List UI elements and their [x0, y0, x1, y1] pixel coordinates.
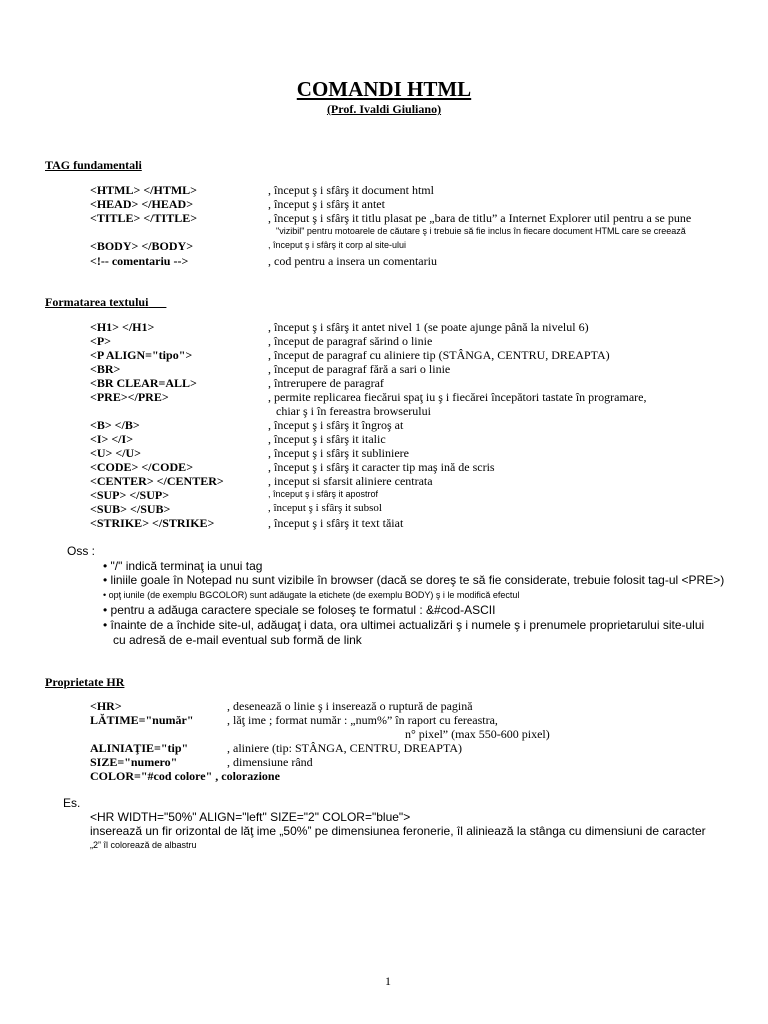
hr-align-desc: , aliniere (tip: STÂNGA, CENTRU, DREAPTA)	[227, 741, 463, 755]
hr-color-attr: COLOR="#cod colore" , colorazione	[90, 769, 280, 783]
note-item: • liniile goale în Notepad nu sunt vizibile în browser (dacă se doreş te să fie considerate, trebuie folosit tag-ul <PRE>)	[103, 573, 725, 587]
desc-sup: , început ş i sfârş it apostrof	[268, 489, 379, 499]
note-item: • pentru a adăuga caractere speciale se foloseş te formatul : &#cod-ASCII	[103, 603, 496, 617]
page-title: COMANDI HTML	[296, 77, 472, 101]
tag-u: <U> </U>	[90, 446, 142, 460]
note-item: • opţ iunile (de exemplu BGCOLOR) sunt adăugate la etichete (de exemplu BODY) ş i le modifică efectul	[103, 590, 520, 600]
tag-body: <BODY> </BODY>	[90, 239, 194, 253]
section-heading-proprietate-hr: Proprietate HR	[45, 675, 125, 689]
tag-br: <BR>	[90, 362, 121, 376]
section-heading-tag-fundamentali: TAG fundamentali	[45, 158, 142, 172]
hr-size-desc: , dimensiune rând	[227, 755, 313, 769]
desc-head: , început ş i sfârş it antet	[268, 197, 385, 211]
example-description: inserează un fir orizontal de lăţ ime „50%” pe dimensiunea feronerie, îl aliniează la stânga cu dimensiuni de caracter	[90, 824, 706, 838]
hr-width-attr: LĂTIME="număr"	[90, 713, 194, 727]
tag-head: <HEAD> </HEAD>	[90, 197, 194, 211]
tag-b: <B> </B>	[90, 418, 140, 432]
tag-sub: <SUB> </SUB>	[90, 502, 171, 516]
hr-desc: , desenează o linie ş i inserează o ruptură de pagină	[227, 699, 473, 713]
desc-sub: , început ş i sfârş it subsol	[268, 502, 382, 514]
desc-title-continued: "vizibil" pentru motoarele de căutare ş i trebuie să fie inclus în fiecare document HTML care se creează	[276, 226, 686, 236]
desc-comment: , cod pentru a insera un comentariu	[268, 254, 437, 268]
tag-sup: <SUP> </SUP>	[90, 488, 170, 502]
example-code: <HR WIDTH="50%" ALIGN="left" SIZE="2" COLOR="blue">	[90, 810, 411, 824]
desc-h1: , început ş i sfârş it antet nivel 1 (se poate ajunge până la nivelul 6)	[268, 320, 589, 334]
hr-width-desc: , lăţ ime ; format număr : „num%” în raport cu fereastra,	[227, 713, 498, 727]
desc-code: , început ş i sfârş it caracter tip maş ină de scris	[268, 460, 495, 474]
tag-i: <I> </I>	[90, 432, 134, 446]
desc-center: , inceput si sfarsit aliniere centrata	[268, 474, 433, 488]
desc-p-align: , început de paragraf cu aliniere tip (STÂNGA, CENTRU, DREAPTA)	[268, 348, 610, 362]
desc-pre-continued: chiar ş i în fereastra browserului	[276, 404, 431, 418]
desc-i: , început ş i sfârş it italic	[268, 432, 386, 446]
desc-br-clear: , întrerupere de paragraf	[268, 376, 384, 390]
tag-center: <CENTER> </CENTER>	[90, 474, 224, 488]
notes-label: Oss :	[67, 544, 96, 558]
tag-html: <HTML> </HTML>	[90, 183, 198, 197]
tag-p: <P>	[90, 334, 112, 348]
tag-title: <TITLE> </TITLE>	[90, 211, 198, 225]
hr-size-attr: SIZE="numero"	[90, 755, 178, 769]
section-heading-formatarea: Formatarea textului	[45, 295, 149, 309]
desc-html: , început ş i sfârş it document html	[268, 183, 434, 197]
desc-strike: , început ş i sfârş it text tăiat	[268, 516, 404, 530]
tag-pre: <PRE></PRE>	[90, 390, 169, 404]
tag-br-clear: <BR CLEAR=ALL>	[90, 376, 197, 390]
desc-u: , început ş i sfârş it subliniere	[268, 446, 409, 460]
note-item: • "/" indică terminaţ ia unui tag	[103, 559, 263, 573]
desc-p: , început de paragraf sărind o linie	[268, 334, 433, 348]
desc-br: , început de paragraf fără a sari o linie	[268, 362, 451, 376]
tag-comment: <!-- comentariu -->	[90, 254, 189, 268]
page-number: 1	[385, 974, 391, 988]
tag-h1: <H1> </H1>	[90, 320, 155, 334]
desc-pre: , permite replicarea fiecărui spaţ iu ş i fiecărei începători tastate în programare,	[268, 390, 647, 404]
desc-title: , început ş i sfârş it titlu plasat pe „bara de titlu” a Internet Explorer util pentru a se pune	[268, 211, 692, 225]
example-label: Es.	[63, 796, 81, 810]
hr-tag: <HR>	[90, 699, 122, 713]
tag-strike: <STRIKE> </STRIKE>	[90, 516, 215, 530]
desc-body: , început ş i sfârş it corp al site-ului	[268, 240, 407, 250]
desc-b: , început ş i sfârş it îngroş at	[268, 418, 404, 432]
note-item: • înainte de a închide site-ul, adăugaţ i data, ora ultimei actualizări ş i numele ş i prenumele proprietarului site-ului	[103, 618, 705, 632]
hr-width-desc-continued: n° pixel” (max 550-600 pixel)	[405, 727, 550, 741]
hr-align-attr: ALINIAŢIE="tip"	[90, 741, 189, 755]
page-subtitle: (Prof. Ivaldi Giuliano)	[326, 102, 442, 116]
note-item-continued: cu adresă de e-mail eventual sub formă de link	[113, 633, 362, 647]
example-description-continued: „2” îl colorează de albastru	[90, 840, 197, 850]
tag-p-align: <P ALIGN="tipo">	[90, 348, 193, 362]
tag-code: <CODE> </CODE>	[90, 460, 194, 474]
